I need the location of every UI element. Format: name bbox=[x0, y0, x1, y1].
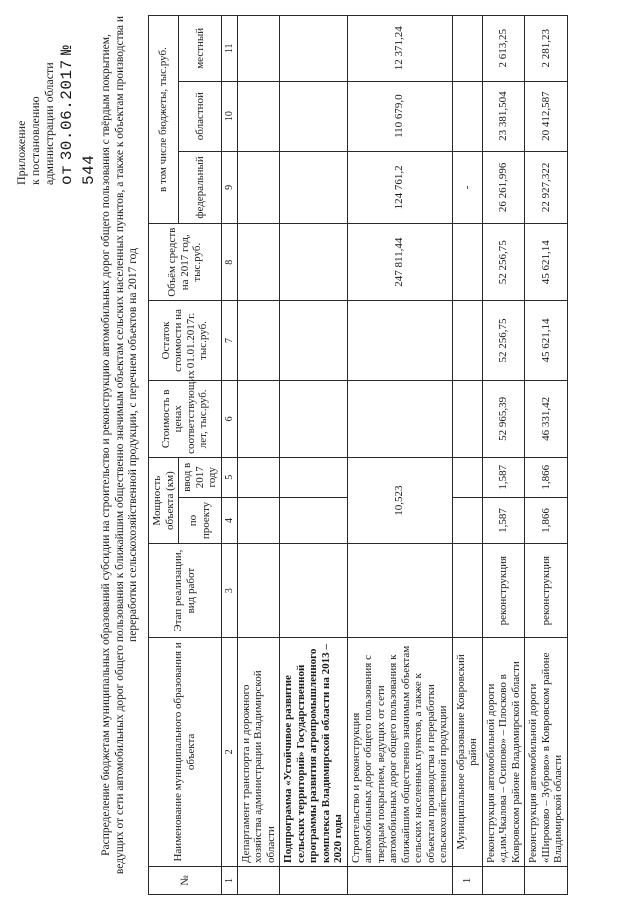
index-cell: 4 bbox=[221, 497, 237, 544]
col-funding-header: Объём средств на 2017 год, тыс.руб. bbox=[149, 224, 222, 301]
municipality-federal: - bbox=[452, 151, 482, 223]
department-name: Департамент транспорта и дорожного хозяйства администрации Владимирской области bbox=[237, 637, 280, 866]
total-name: Строительство и реконструкция автомобильных дорог общего пользования с твердым покрытием, ведущих от сети автомобильных дорог общего пользования к ближайшим общественно значимым объектам сельских населенных пунктов, а также к объектам производства и переработки сельскохозяйственной продукции bbox=[347, 637, 452, 866]
index-cell: 2 bbox=[221, 637, 237, 866]
header-row bbox=[149, 16, 179, 895]
order-date: 30.06.2017 bbox=[58, 59, 76, 161]
index-cell: 9 bbox=[221, 151, 237, 223]
object-cap-2017: 1,866 bbox=[525, 457, 568, 497]
total-federal: 124 761,2 bbox=[347, 151, 452, 223]
subprogram-name: Подпрограмма «Устойчивое развитие сельских территорий» Государственной программы развития агропромышленного комплекса Владимирской области на 2013 – 2020 годы bbox=[280, 637, 348, 866]
resolution-label: к постановлению администрации области bbox=[28, 62, 56, 185]
object-funding: 45 621,14 bbox=[525, 224, 568, 301]
subprogram-row bbox=[280, 16, 348, 895]
col-stage-header: Этап реализации, вид работ bbox=[149, 544, 222, 638]
object-remaining: 52 256,75 bbox=[482, 301, 525, 380]
order-prefix: от bbox=[58, 164, 76, 185]
col-local-header: местный bbox=[179, 16, 222, 82]
document-header bbox=[14, 15, 100, 185]
index-cell: 6 bbox=[221, 380, 237, 457]
index-cell: 1 bbox=[221, 866, 237, 894]
order-no-sign: № bbox=[58, 44, 76, 55]
object-local: 2 281,23 bbox=[525, 16, 568, 82]
appendix-label: Приложение bbox=[14, 120, 28, 185]
municipality-num: 1 bbox=[452, 866, 482, 894]
object-federal: 26 261,996 bbox=[482, 151, 525, 223]
order-number: 544 bbox=[80, 154, 98, 185]
order-line bbox=[56, 15, 100, 185]
object-cost: 46 331,42 bbox=[525, 380, 568, 457]
index-cell: 11 bbox=[221, 16, 237, 82]
municipality-name: Муниципальное образование Ковровский район bbox=[452, 637, 482, 866]
object-name: Реконструкция автомобильной дороги «Широково – Зуброво» в Ковровском районе Владимирской области bbox=[525, 637, 568, 866]
col-name-header: Наименование муниципального образования и объекта bbox=[149, 637, 222, 866]
object-cap-2017: 1,587 bbox=[482, 457, 525, 497]
object-name: Реконструкция автомобильной дороги «д.им.Чкалова – Осипово» – Плосково в Ковровском районе Владимирской области bbox=[482, 637, 525, 866]
total-regional: 110 679,0 bbox=[347, 81, 452, 151]
index-cell: 8 bbox=[221, 224, 237, 301]
object-stage: реконструкция bbox=[482, 544, 525, 638]
table-row bbox=[525, 16, 568, 895]
object-regional: 23 381,504 bbox=[482, 81, 525, 151]
col-cap-project-header: по проекту bbox=[179, 497, 222, 544]
col-regional-header: областной bbox=[179, 81, 222, 151]
col-remaining-header: Остаток стоимости на 01.01.2017г. тыс.руб. bbox=[149, 301, 222, 380]
col-cap-2017-header: ввод в 2017 году bbox=[179, 457, 222, 497]
department-row bbox=[237, 16, 280, 895]
object-cap-project: 1,587 bbox=[482, 497, 525, 544]
object-regional: 20 412,587 bbox=[525, 81, 568, 151]
document-title: Распределение бюджетам муниципальных образований субсидии на строительство и реконструкцию автомобильных дорог общего пользования с твёрдым покрытием, ведущих от сети автомобильных дорог общего пользования к ближайшим общественно значимым объектам сельских населенных пунктов, а также к объектам производства и переработки сельскохозяйственной продукции, с перечнем объектов на 2017 год bbox=[100, 15, 139, 875]
object-funding: 52 256,75 bbox=[482, 224, 525, 301]
index-cell: 7 bbox=[221, 301, 237, 380]
object-stage: реконструкция bbox=[525, 544, 568, 638]
index-cell: 5 bbox=[221, 457, 237, 497]
municipality-row bbox=[452, 16, 482, 895]
col-federal-header: федеральный bbox=[179, 151, 222, 223]
object-local: 2 613,25 bbox=[482, 16, 525, 82]
col-capacity-header: Мощность объекта (км) bbox=[149, 457, 179, 543]
col-cost-header: Стоимость в ценах соответствующих лет, тыс.руб. bbox=[149, 380, 222, 457]
index-cell: 10 bbox=[221, 81, 237, 151]
subsidy-table bbox=[148, 15, 568, 895]
col-num-header: № bbox=[149, 866, 222, 894]
total-funding: 247 811,44 bbox=[347, 224, 452, 301]
col-budgets-header: в том числе бюджеты, тыс.руб. bbox=[149, 16, 179, 224]
table-row bbox=[482, 16, 525, 895]
object-federal: 22 927,322 bbox=[525, 151, 568, 223]
index-cell: 3 bbox=[221, 544, 237, 638]
column-index-row bbox=[221, 16, 237, 895]
object-cap-project: 1,866 bbox=[525, 497, 568, 544]
object-cost: 52 965,39 bbox=[482, 380, 525, 457]
total-row bbox=[347, 16, 452, 895]
total-capacity: 10,523 bbox=[347, 457, 452, 543]
object-remaining: 45 621,14 bbox=[525, 301, 568, 380]
total-local: 12 371,24 bbox=[347, 16, 452, 82]
